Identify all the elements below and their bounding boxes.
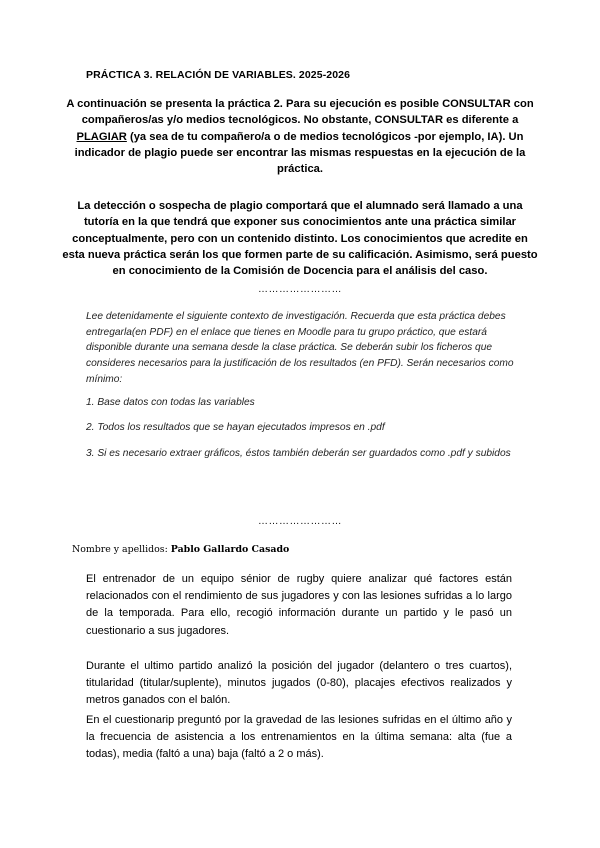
- student-name-line: [72, 544, 289, 555]
- separator-top: ……………………: [258, 284, 342, 295]
- requirement-item: 3. Si es necesario extraer gráficos, éstos también deberán ser guardados como .pdf y subidos: [86, 448, 511, 459]
- plagio-paragraph: La detección o sospecha de plagio comportará que el alumnado será llamado a una tutoría en la que tendrá que exponer sus conocimientos ante una práctica similar conceptualmente, pero con un contenido distinto. Los conocimientos que acredite en esta nueva práctica serán los que formen parte de su calificación. Asimismo, será puesto en conocimiento de la Comisión de Docencia para el análisis del caso.: [62, 200, 538, 278]
- separator-bottom: ……………………: [258, 516, 342, 527]
- intro-text-part2: (ya sea de tu compañero/a o de medios tecnológicos -por ejemplo, IA). Un indicador de plagio puede ser encontrar las mismas respuestas en la ejecución de la práctica.: [74, 130, 526, 176]
- requirement-item: 1. Base datos con todas las variables: [86, 397, 255, 408]
- student-name: Pablo Gallardo Casado: [170, 544, 290, 555]
- name-label: Nombre y apellidos:: [72, 544, 171, 555]
- instructions-paragraph: Lee detenidamente el siguiente contexto de investigación. Recuerda que esta práctica debes entregarla(en PDF) en el enlace que tienes en Moodle para tu grupo práctico, que estará disponible durante una semana desde la clase práctica. Se deberán subir los ficheros que consideres necesarios para la justificación de los resultados (en PFD). Serán necesarios como mínimo:: [86, 311, 514, 385]
- plagiar-word: PLAGIAR: [76, 130, 127, 143]
- intro-paragraph: [60, 96, 540, 177]
- context-paragraph: El entrenador de un equipo sénior de rugby quiere analizar qué factores están relacionados con el rendimiento de sus jugadores y con las lesiones sufridas a lo largo de la temporada. Para ello, recogió información durante un partido y le pasó un cuestionario a sus jugadores.: [86, 573, 512, 637]
- requirement-item: 2. Todos los resultados que se hayan ejecutados impresos en .pdf: [86, 422, 385, 433]
- context-paragraph: En el cuestionarip preguntó por la gravedad de las lesiones sufridas en el último año y la frecuencia de asistencia a los entrenamientos en la última semana: alta (fue a todas), media (faltó a una) baja (faltó a 2 o más).: [86, 714, 512, 761]
- context-paragraph: Durante el ultimo partido analizó la posición del jugador (delantero o tres cuartos), titularidad (titular/suplente), minutos jugados (0-80), placajes efectivos realizados y metros ganados con el balón.: [86, 660, 512, 707]
- intro-text-part1: A continuación se presenta la práctica 2. Para su ejecución es posible CONSULTAR con compañeros/as y/o medios tecnológicos. No obstante, CONSULTAR es diferente a: [66, 98, 534, 127]
- page-title: PRÁCTICA 3. RELACIÓN DE VARIABLES. 2025-2026: [86, 69, 351, 81]
